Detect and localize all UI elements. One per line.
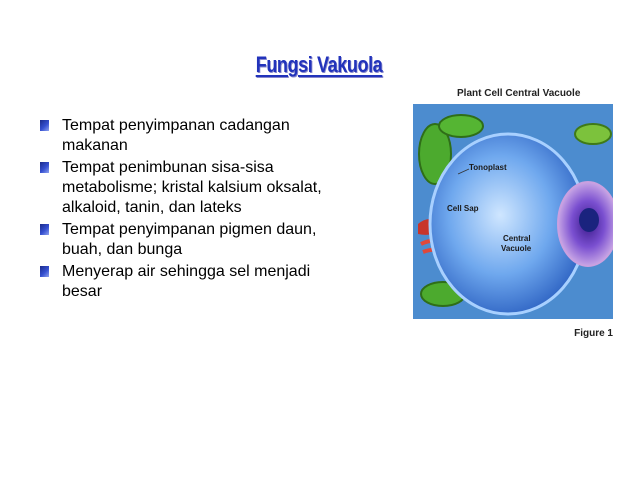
bullet-square-icon [40,120,49,131]
bullet-square-icon [40,266,49,277]
plant-cell-illustration [413,104,613,319]
bullet-square-icon [40,162,49,173]
label-central-line1: Central [503,234,531,243]
bullet-item [40,262,350,302]
slide-title: Fungsi Vakuola [255,52,383,77]
label-central-line2: Vacuole [501,244,532,253]
chloroplast [439,115,483,137]
figure-title: Plant Cell Central Vacuole [457,88,581,99]
bullet-text: Tempat penimbunan sisa-sisa metabolisme; kristal kalsium oksalat, alkaloid, tanin, dan lateks [62,159,322,216]
bullet-text: Tempat penyimpanan pigmen daun, buah, dan bunga [62,221,317,258]
chloroplast [575,124,611,144]
bullet-item [40,220,350,260]
bullet-item [40,116,350,156]
nucleolus [579,208,599,232]
label-cell-sap: Cell Sap [447,204,479,213]
label-tonoplast: Tonoplast [469,163,507,172]
figure-caption: Figure 1 [574,328,613,339]
bullet-list [40,116,350,304]
bullet-square-icon [40,224,49,235]
vacuole-figure [413,88,613,344]
bullet-item [40,158,350,218]
bullet-text: Tempat penyimpanan cadangan makanan [62,117,290,154]
bullet-text: Menyerap air sehingga sel menjadi besar [62,263,311,300]
